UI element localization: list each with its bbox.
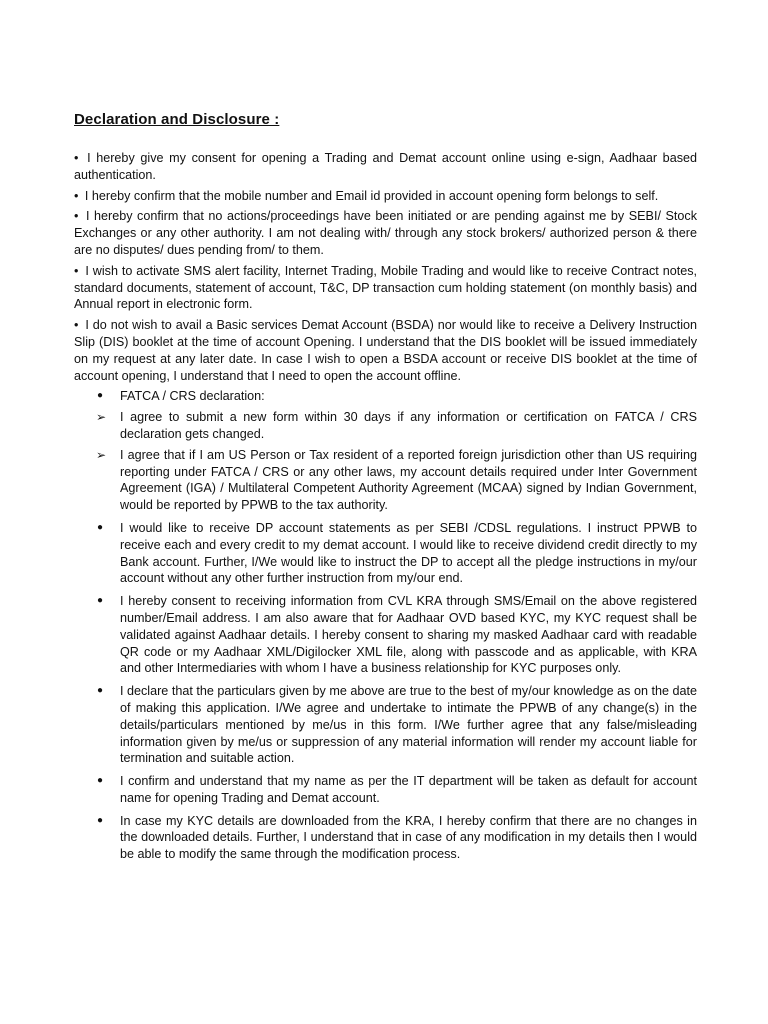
list-item-fatca-heading: ● FATCA / CRS declaration: [97,389,265,404]
filled-circle-bullet-icon: ● [97,685,104,697]
page-title: Declaration and Disclosure : [74,111,280,128]
list-item-fatca-new-form: ➢ I agree to submit a new form within 30 days if any information or certification on FATCA / CRS declaration gets changed. [96,410,697,441]
intro-paragraphs [74,150,697,384]
paragraph-bsda: • I do not wish to avail a Basic services Demat Account (BSDA) nor would like to receive a Delivery Instruction Slip (DIS) booklet at the time of account Opening. I understand that the DIS booklet will be issued immediately on my request at any later date. In case I wish to open a BSDA account or receive DIS booklet at the time of account opening, I understand that I need to open the account offline. [74,318,697,383]
list-item-kra-consent: ● I hereby consent to receiving information from CVL KRA through SMS/Email on the above registered number/Email address. I am also aware that for Aadhaar OVD based KYC, my KYC request shall be validated against Aadhaar details. I hereby consent to sharing my masked Aadhaar card with readable QR code or my Aadhaar XML/Digilocker XML file, along with passcode and as applicable, with KRA and other Intermediaries with whom I have a business relationship for KYC purposes only. [97,594,697,676]
bullet-dot-icon: • [74,263,79,278]
filled-circle-bullet-icon: ● [97,595,104,607]
list-item-dp-statements: ● I would like to receive DP account statements as per SEBI /CDSL regulations. I instruct PPWB to receive each and every credit to my demat account. I would like to receive dividend credit directly to my Bank account. Further, I/We would like to instruct the DP to accept all the pledge instructions in my/our account without any other further instruction from my/our end. [97,520,697,586]
list-item-kyc-download: ● In case my KYC details are downloaded from the KRA, I hereby confirm that there are no changes in the downloaded details. Further, I understand that in case of any modification in my details then I would be able to modify the same through the modification process. [97,813,697,862]
arrow-bullet-icon: ➢ [96,447,107,462]
arrow-bullet-icon: ➢ [96,410,107,425]
bullet-dot-icon: • [74,209,79,224]
filled-circle-bullet-icon: ● [97,521,104,533]
bullet-dot-icon: • [74,318,79,333]
list-item-particulars-true: ● I declare that the particulars given by me above are true to the best of my/our knowledge as on the date of making this application. I/We agree and undertake to intimate the PPWB of any change(s) in the details/particulars mentioned by me/us in this form. I/We further agree that any false/misleading information given by me/us or suppression of any material information will render my account liable for termination and suitable action. [97,684,697,766]
paragraph-mobile-email: • I hereby confirm that the mobile number and Email id provided in account opening form belongs to self. [74,188,659,203]
filled-circle-bullet-icon: ● [97,775,104,787]
paragraph-esign-consent: • I hereby give my consent for opening a Trading and Demat account online using e-sign, Aadhaar based authentication. [74,151,698,182]
filled-circle-bullet-icon: ● [97,814,104,826]
paragraph-no-proceedings: • I hereby confirm that no actions/proceedings have been initiated or are pending against me by SEBI/ Stock Exchanges or any other authority. I am not dealing with/ through any stock brokers/ authorized person & there are no disputes/ dues pending from/ to them. [74,209,697,257]
list-item-it-name: ● I confirm and understand that my name as per the IT department will be taken as default for account name for opening Trading and Demat account. [97,774,697,805]
bullet-dot-icon: • [74,151,79,165]
paragraph-sms-alerts: • I wish to activate SMS alert facility, Internet Trading, Mobile Trading and would like to receive Contract notes, standard documents, statement of account, T&C, DP transaction cum holding statement (on monthly basis) and Annual report in electronic form. [74,263,697,312]
bullet-dot-icon: • [74,188,79,203]
filled-circle-bullet-icon: ● [97,390,104,402]
declaration-list [74,388,697,863]
list-item-fatca-us-person: ➢ I agree that if I am US Person or Tax resident of a reported foreign jurisdiction other than US requiring reporting under FATCA / CRS or any other laws, my account details required under Inter Government Agreement (IGA) / Multilateral Competent Authority Agreement (MCAA) signed by Indian Government, would be reported by PPWB to the tax authority. [96,447,697,513]
declaration-page [74,110,697,867]
